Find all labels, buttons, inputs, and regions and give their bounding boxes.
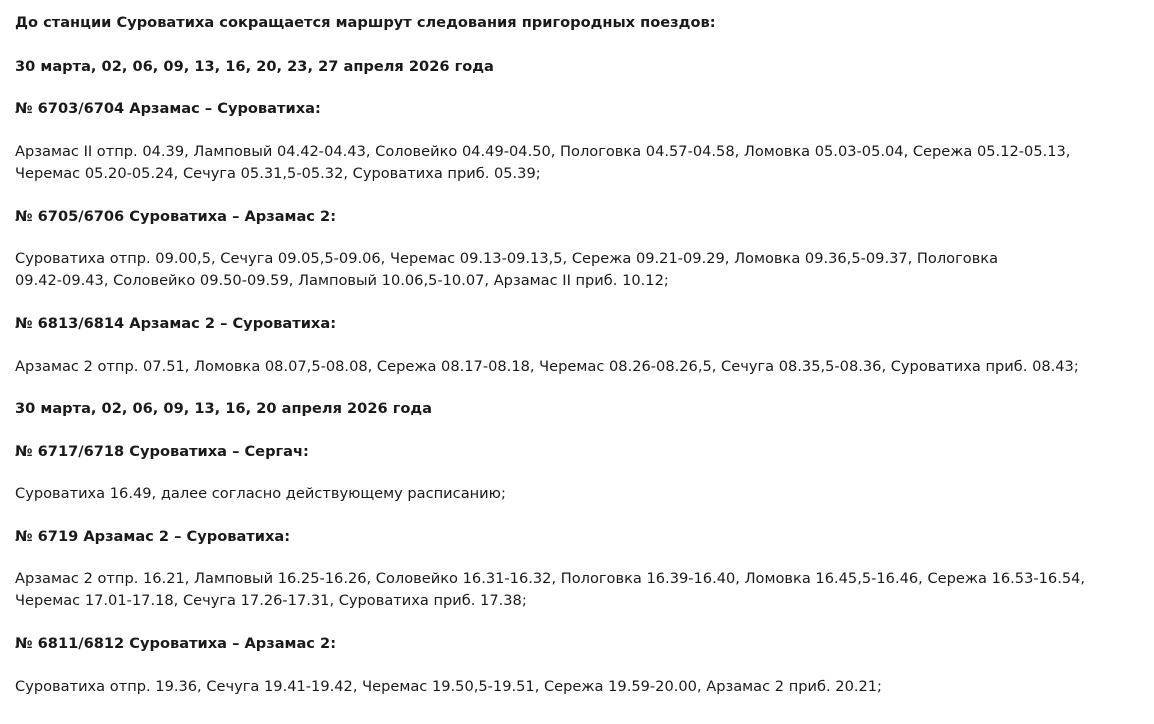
train-6703-title: № 6703/6704 Арзамас – Суроватиха: [15, 100, 321, 117]
train-6705-schedule-line-2: 09.42-09.43, Соловейко 09.50-09.59, Ламповый 10.06,5-10.07, Арзамас II приб. 10.12; [15, 272, 669, 289]
train-6813-schedule-line-1: Арзамас 2 отпр. 07.51, Ломовка 08.07,5-08.08, Сережа 08.17-08.18, Черемас 08.26-08.26,5, Сечуга 08.35,5-08.36, Суроватиха приб. 08.43; [15, 358, 1079, 375]
train-6719-title: № 6719 Арзамас 2 – Суроватиха: [15, 528, 291, 545]
train-6703-schedule-line-1: Арзамас II отпр. 04.39, Ламповый 04.42-04.43, Соловейко 04.49-04.50, Пологовка 04.57-04.58, Ломовка 05.03-05.04, Сережа 05.12-05.13, [15, 143, 1071, 160]
notice-intro: До станции Суроватиха сокращается маршрут следования пригородных поездов: [15, 14, 716, 31]
train-6719-schedule-line-1: Арзамас 2 отпр. 16.21, Ламповый 16.25-16.26, Соловейко 16.31-16.32, Пологовка 16.39-16.40, Ломовка 16.45,5-16.46, Сережа 16.53-16.54, [15, 570, 1086, 587]
train-6717-title: № 6717/6718 Суроватиха – Сергач: [15, 443, 309, 460]
train-6813-title: № 6813/6814 Арзамас 2 – Суроватиха: [15, 315, 337, 332]
train-6705-title: № 6705/6706 Суроватиха – Арзамас 2: [15, 208, 337, 225]
train-6719-schedule-line-2: Черемас 17.01-17.18, Сечуга 17.26-17.31, Суроватиха приб. 17.38; [15, 592, 527, 609]
period-heading-2: 30 марта, 02, 06, 09, 13, 16, 20 апреля 2026 года [15, 400, 432, 417]
train-6811-title: № 6811/6812 Суроватиха – Арзамас 2: [15, 635, 337, 652]
train-6811-schedule-line-1: Суроватиха отпр. 19.36, Сечуга 19.41-19.42, Черемас 19.50,5-19.51, Сережа 19.59-20.00, Арзамас 2 приб. 20.21; [15, 678, 882, 695]
train-6703-schedule-line-2: Черемас 05.20-05.24, Сечуга 05.31,5-05.32, Суроватиха приб. 05.39; [15, 165, 541, 182]
period-heading-1: 30 марта, 02, 06, 09, 13, 16, 20, 23, 27 апреля 2026 года [15, 58, 494, 75]
train-6705-schedule-line-1: Суроватиха отпр. 09.00,5, Сечуга 09.05,5-09.06, Черемас 09.13-09.13,5, Сережа 09.21-09.29, Ломовка 09.36,5-09.37, Пологовка [15, 250, 999, 267]
train-6717-schedule-line-1: Суроватиха 16.49, далее согласно действующему расписанию; [15, 485, 506, 502]
